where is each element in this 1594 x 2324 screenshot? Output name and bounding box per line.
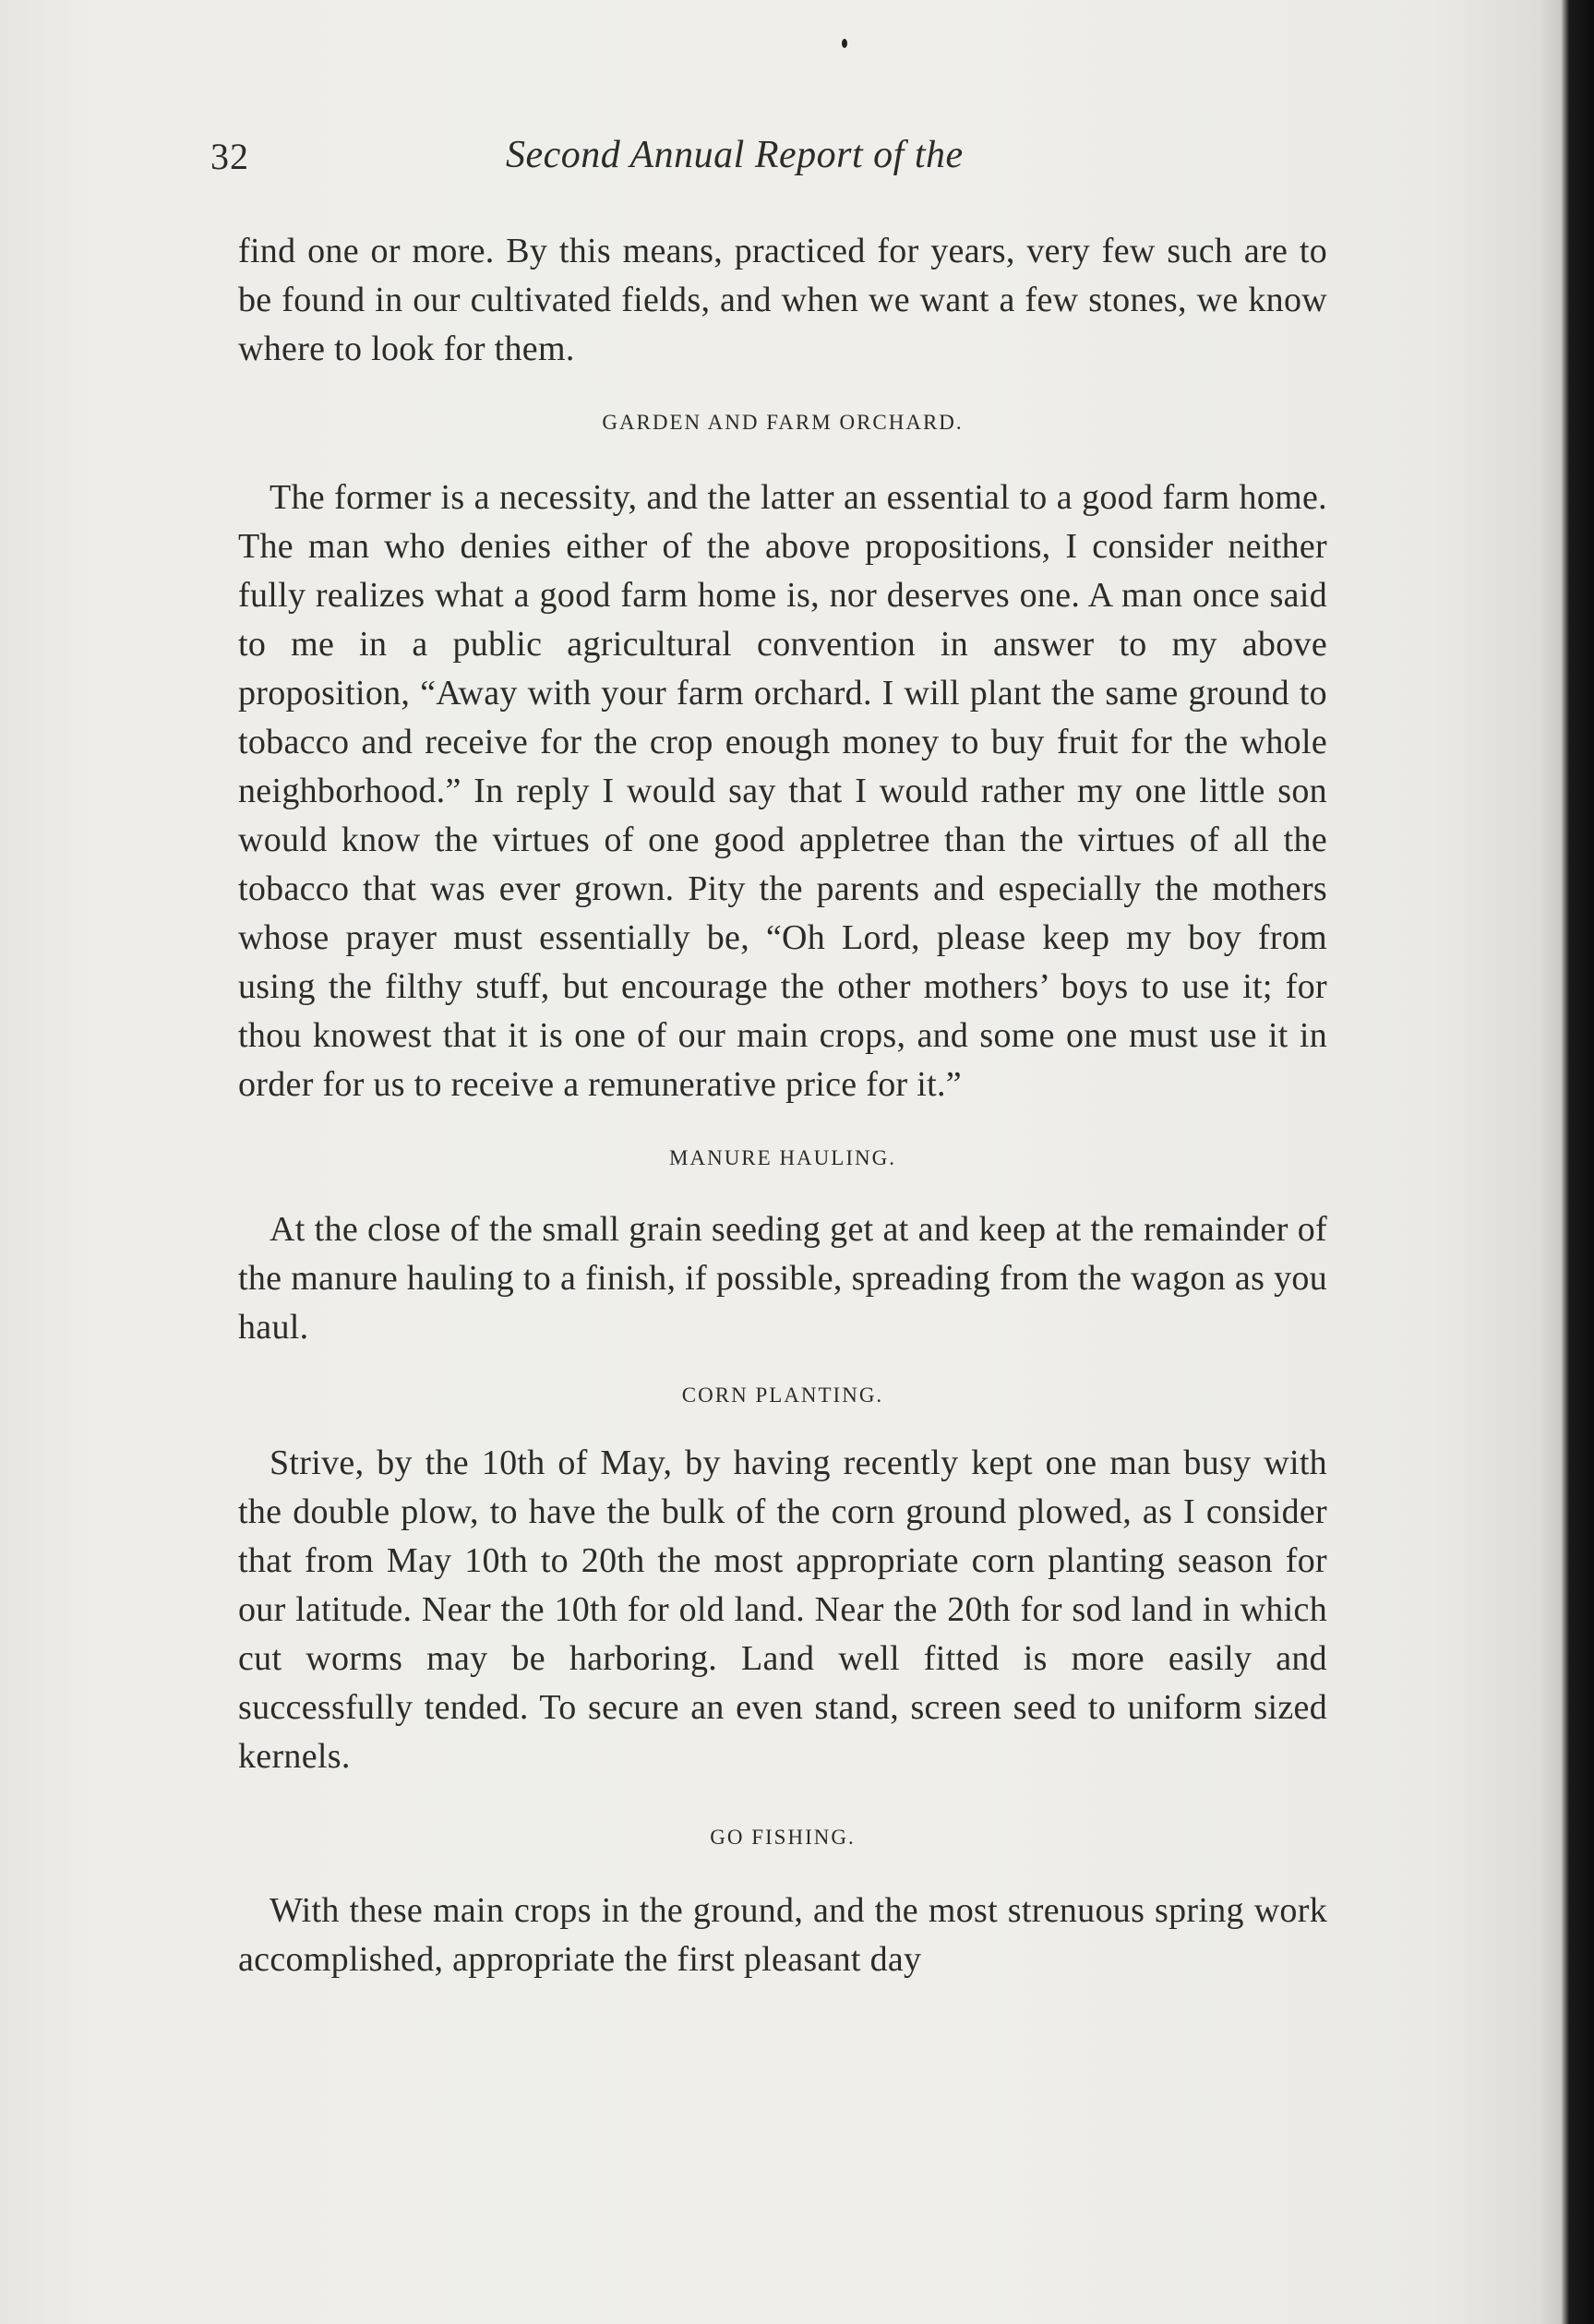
running-title: Second Annual Report of the <box>506 134 964 176</box>
paragraph-garden-orchard: The former is a necessity, and the latter an essential to a good farm home. The man who denies either of the above propositions, I consider neither fully realizes what a good farm home is, nor deserves one. A man once said to me in a public agricultural convention in answer to my above proposition, “Away with your farm orchard. I will plant the same ground to tobacco and receive for the crop enough money to buy fruit for the whole neighborhood.” In reply I would say that I would rather my one little son would know the virtues of one good appletree than the virtues of all the tobacco that was ever grown. Pity the parents and especially the mothers whose prayer must essentially be, “Oh Lord, please keep my boy from using the filthy stuff, but encourage the other mothers’ boys to use it; for thou knowest that it is one of our main crops, and some one must use it in order for us to receive a remunerative price for it.” <box>238 478 1327 1104</box>
continuation-paragraph: find one or more. By this means, practiced for years, very few such are to be found in our cultivated fields, and when we want a few stones, we know where to look for them. <box>238 232 1327 368</box>
page-binding-edge <box>1539 0 1594 2324</box>
section-heading-garden-orchard: GARDEN AND FARM ORCHARD. <box>602 411 964 434</box>
section-heading-go-fishing: GO FISHING. <box>710 1826 856 1849</box>
section-heading-corn-planting: CORN PLANTING. <box>681 1384 884 1407</box>
page-body <box>238 227 1327 1984</box>
paragraph-go-fishing: With these main crops in the ground, and the most strenuous spring work accomplished, appropriate the first pleasant day <box>238 1891 1327 1979</box>
section-heading-manure-hauling: MANURE HAULING. <box>669 1146 896 1169</box>
page-number: 32 <box>210 136 249 177</box>
paragraph-corn-planting: Strive, by the 10th of May, by having recently kept one man busy with the double plow, to have the bulk of the corn ground plowed, as I consider that from May 10th to 20th the most appropriate corn planting season for our latitude. Near the 10th for old land. Near the 20th for sod land in which cut worms may be harboring. Land well fitted is more easily and successfully tended. To secure an even stand, screen seed to uniform sized kernels. <box>238 1444 1327 1776</box>
page-header <box>210 135 1364 190</box>
ink-speck <box>842 39 847 48</box>
paragraph-manure-hauling: At the close of the small grain seeding get at and keep at the remainder of the manure hauling to a finish, if possible, spreading from the wagon as you haul. <box>238 1210 1327 1347</box>
